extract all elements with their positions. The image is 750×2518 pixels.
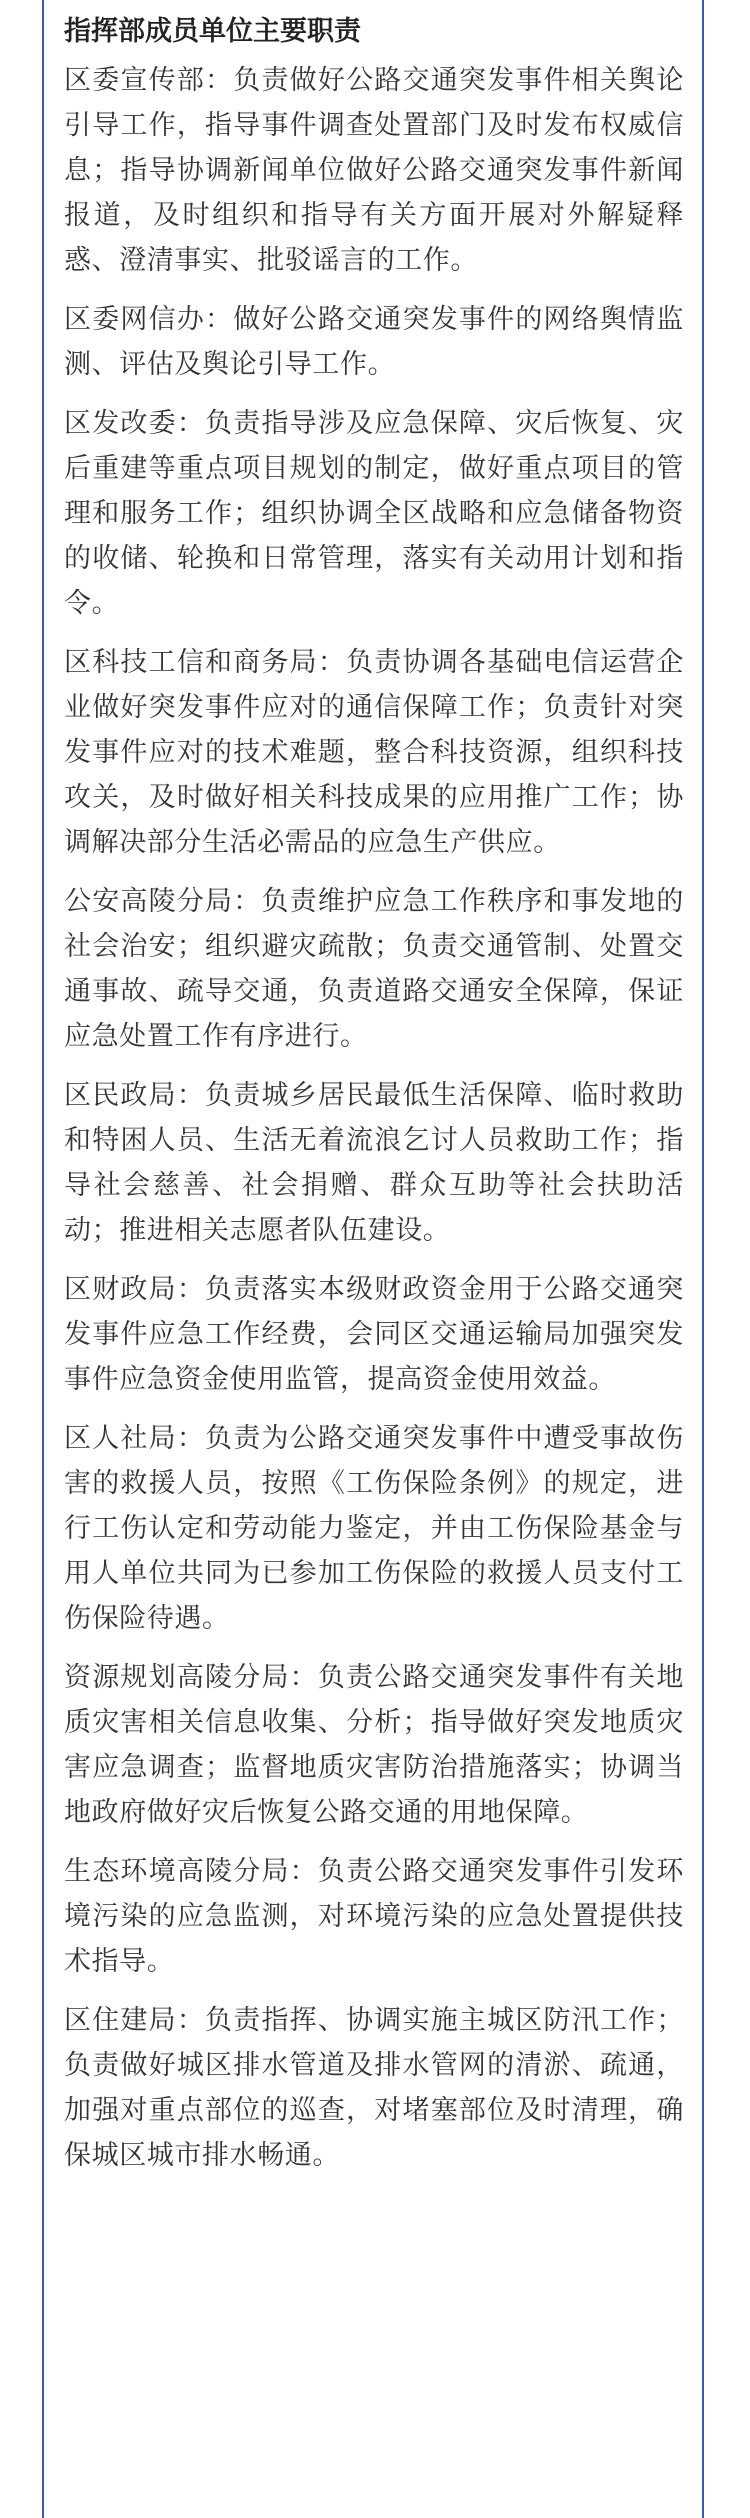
duty-paragraph-propaganda: 区委宣传部：负责做好公路交通突发事件相关舆论引导工作，指导事件调查处置部门及时发布权威信息；指导协调新闻单位做好公路交通突发事件新闻报道，及时组织和指导有关方面开展对外解疑释惑、澄清事实、批驳谣言的工作。: [64, 65, 684, 276]
duty-paragraph-finance: 区财政局：负责落实本级财政资金用于公路交通突发事件应急工作经费，会同区交通运输局加强突发事件应急资金使用监管，提高资金使用效益。: [64, 1274, 684, 1395]
duty-paragraph-natural-resources: 资源规划高陵分局：负责公路交通突发事件有关地质灾害相关信息收集、分析；指导做好突发地质灾害应急调查；监督地质灾害防治措施落实；协调当地政府做好灾后恢复公路交通的用地保障。: [64, 1662, 684, 1828]
duty-paragraph-public-security: 公安高陵分局：负责维护应急工作秩序和事发地的社会治安；组织避灾疏散；负责交通管制、处置交通事故、疏导交通，负责道路交通安全保障，保证应急处置工作有序进行。: [64, 886, 684, 1052]
duty-paragraph-civil-affairs: 区民政局：负责城乡居民最低生活保障、临时救助和特困人员、生活无着流浪乞讨人员救助工作；指导社会慈善、社会捐赠、群众互助等社会扶助活动；推进相关志愿者队伍建设。: [64, 1080, 684, 1246]
duty-paragraph-development-reform: 区发改委：负责指导涉及应急保障、灾后恢复、灾后重建等重点项目规划的制定，做好重点项目的管理和服务工作；组织协调全区战略和应急储备物资的收储、轮换和日常管理，落实有关动用计划和指令。: [64, 408, 684, 619]
duty-paragraph-cyberspace: 区委网信办：做好公路交通突发事件的网络舆情监测、评估及舆论引导工作。: [64, 304, 684, 380]
duty-paragraph-human-resources: 区人社局：负责为公路交通突发事件中遭受事故伤害的救援人员，按照《工伤保险条例》的规定，进行工伤认定和劳动能力鉴定，并由工伤保险基金与用人单位共同为已参加工伤保险的救援人员支付工伤保险待遇。: [64, 1423, 684, 1634]
duty-paragraph-housing-construction: 区住建局：负责指挥、协调实施主城区防汛工作；负责做好城区排水管道及排水管网的清淤、疏通，加强对重点部位的巡查，对堵塞部位及时清理，确保城区城市排水畅通。: [64, 2005, 684, 2171]
duty-paragraph-technology-commerce: 区科技工信和商务局：负责协调各基础电信运营企业做好突发事件应对的通信保障工作；负责针对突发事件应对的技术难题，整合科技资源，组织科技攻关，及时做好相关科技成果的应用推广工作；协调解决部分生活必需品的应急生产供应。: [64, 647, 684, 858]
duties-card: [42, 0, 704, 2518]
section-title: 指挥部成员单位主要职责: [64, 16, 361, 47]
duty-paragraph-ecology-environment: 生态环境高陵分局：负责公路交通突发事件引发环境污染的应急监测，对环境污染的应急处置提供技术指导。: [64, 1856, 684, 1977]
